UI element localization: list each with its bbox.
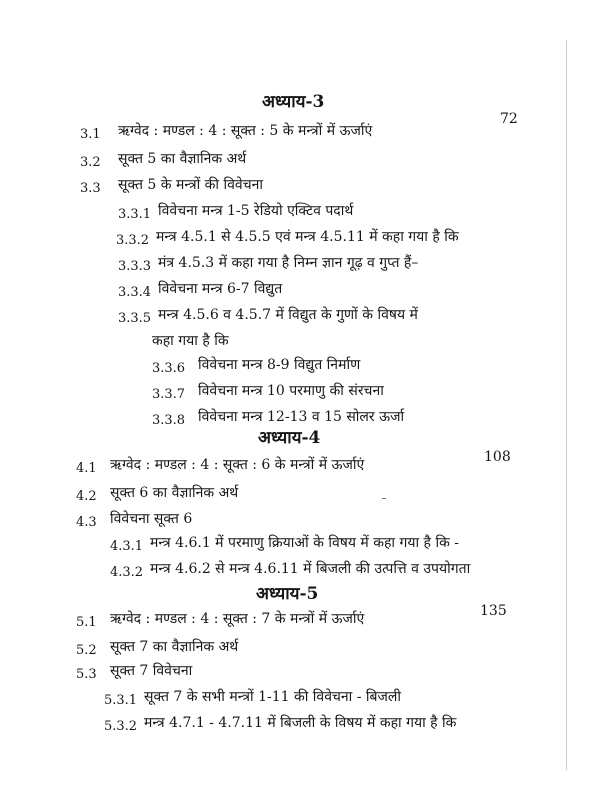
toc-entry-number: 5.2 — [76, 643, 97, 658]
toc-entry-text: सूक्त 7 के सभी मन्त्रों 1-11 की विवेचना - बिजली — [144, 689, 402, 705]
toc-entry-number: 3.3.7 — [152, 387, 186, 402]
toc-entry-number: 3.2 — [80, 155, 101, 170]
toc-entry-number: 4.3.2 — [110, 565, 144, 580]
chapter-4-heading: अध्याय-4 — [258, 428, 321, 448]
toc-entry-text: विवेचना मन्त्र 8-9 विद्युत निर्माण — [198, 357, 361, 373]
toc-entry-text: मंत्र 4.5.3 में कहा गया है निम्न ज्ञान गूढ़ व गुप्त हैं– — [158, 255, 419, 271]
toc-entry-number: 5.3.2 — [104, 719, 138, 734]
toc-entry-text: विवेचना मन्त्र 10 परमाणु की संरचना — [198, 383, 384, 399]
toc-entry-text: मन्त्र 4.6.1 में परमाणु क्रियाओं के विषय में कहा गया है कि - — [150, 535, 460, 551]
toc-entry-number: 3.3.2 — [116, 233, 150, 248]
toc-entry-text: ऋग्वेद : मण्डल : 4 : सूक्त : 6 के मन्त्रों में ऊर्जाएं — [110, 457, 365, 473]
toc-entry-number: 4.2 — [76, 489, 97, 504]
toc-entry-text: सूक्त 5 के मन्त्रों की विवेचना — [118, 177, 263, 193]
toc-entry-number: 4.3 — [76, 515, 97, 530]
toc-entry-text: सूक्त 7 विवेचना — [110, 663, 193, 679]
toc-entry-number: 5.1 — [76, 615, 97, 630]
toc-entry-text: विवेचना मन्त्र 1-5 रेडियो एक्टिव पदार्थ — [158, 203, 354, 219]
toc-entry-number: 3.3.8 — [152, 413, 186, 428]
toc-entry-text: विवेचना सूक्त 6 — [110, 511, 193, 527]
toc-entry-number: 5.3 — [76, 667, 97, 682]
chapter-3-heading: अध्याय-3 — [262, 92, 325, 112]
toc-entry-number: 3.3.6 — [152, 361, 186, 376]
toc-entry-number: 3.3.3 — [118, 259, 152, 274]
page-edge-divider — [566, 40, 567, 770]
chapter-5-page-number: 135 — [480, 603, 507, 619]
toc-entry-number: 3.3 — [80, 181, 101, 196]
toc-entry-number: 3.3.4 — [118, 285, 152, 300]
toc-entry-number: 3.3.1 — [118, 207, 152, 222]
toc-entry-text: ऋग्वेद : मण्डल : 4 : सूक्त : 7 के मन्त्रों में ऊर्जाएं — [110, 611, 365, 627]
toc-entry-text: सूक्त 7 का वैज्ञानिक अर्थ — [110, 639, 239, 655]
toc-entry-continuation: कहा गया है कि — [152, 333, 229, 349]
toc-entry-text: विवेचना मन्त्र 12-13 व 15 सोलर ऊर्जा — [198, 409, 405, 425]
toc-entry-text: मन्त्र 4.6.2 से मन्त्र 4.6.11 में बिजली की उत्पत्ति व उपयोगता — [150, 561, 471, 577]
toc-entry-text: सूक्त 6 का वैज्ञानिक अर्थ — [110, 485, 239, 501]
toc-entry-number: 4.1 — [76, 461, 97, 476]
toc-entry-text: सूक्त 5 का वैज्ञानिक अर्थ — [118, 151, 247, 167]
toc-entry-text: मन्त्र 4.5.6 व 4.5.7 में विद्युत के गुणों के विषय में — [158, 307, 418, 323]
toc-entry-text: मन्त्र 4.7.1 - 4.7.11 में बिजली के विषय में कहा गया है कि — [144, 715, 457, 731]
chapter-4-page-number: 108 — [484, 449, 511, 465]
toc-entry-number: 4.3.1 — [110, 539, 144, 554]
toc-entry-text: विवेचना मन्त्र 6-7 विद्युत — [158, 281, 283, 297]
stray-mark — [382, 498, 386, 499]
toc-entry-number: 5.3.1 — [104, 693, 138, 708]
toc-entry-number: 3.3.5 — [118, 311, 152, 326]
toc-entry-text: मन्त्र 4.5.1 से 4.5.5 एवं मन्त्र 4.5.11 में कहा गया है कि — [156, 229, 459, 245]
chapter-5-heading: अध्याय-5 — [256, 584, 319, 604]
toc-entry-number: 3.1 — [80, 127, 101, 142]
toc-entry-text: ऋग्वेद : मण्डल : 4 : सूक्त : 5 के मन्त्रों में ऊर्जाएं — [118, 123, 373, 139]
chapter-3-page-number: 72 — [500, 111, 518, 127]
